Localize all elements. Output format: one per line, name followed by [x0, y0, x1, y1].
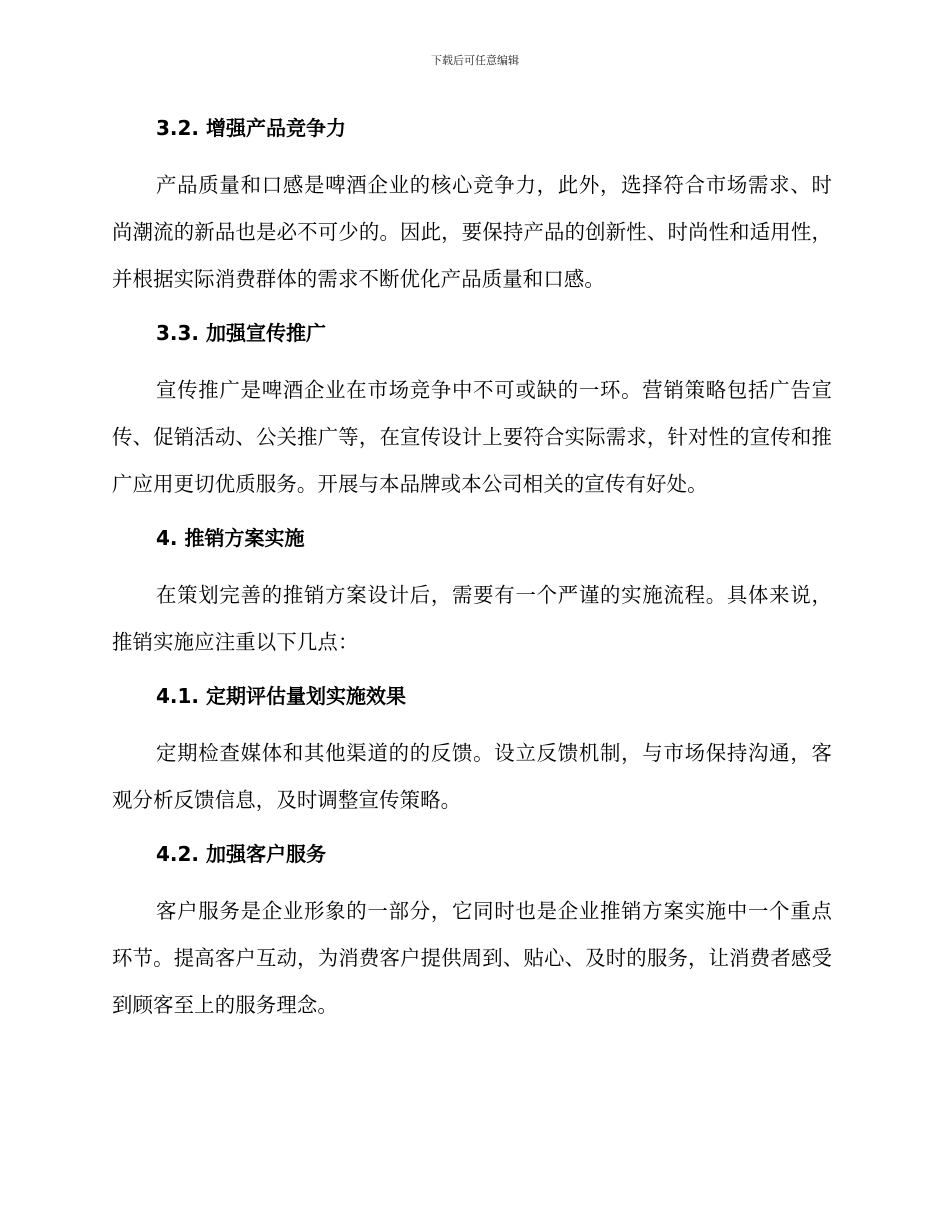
section-paragraph: 产品质量和口感是啤酒企业的核心竞争力，此外，选择符合市场需求、时尚潮流的新品也是必不可少的。因此，要保持产品的创新性、时尚性和适用性，并根据实际消费群体的需求不断优化产品质量和口感。 [112, 173, 832, 291]
section-4 [112, 522, 832, 666]
section-paragraph: 客户服务是企业形象的一部分，它同时也是企业推销方案实施中一个重点环节。提高客户互动，为消费客户提供周到、贴心、及时的服务，让消费者感受到顾客至上的服务理念。 [112, 899, 832, 1017]
section-heading: 4. 推销方案实施 [156, 526, 305, 550]
section-paragraph: 定期检查媒体和其他渠道的的反馈。设立反馈机制，与市场保持沟通，客观分析反馈信息，及时调整宣传策略。 [112, 741, 832, 812]
section-heading: 4.2. 加强客户服务 [156, 842, 326, 866]
section-paragraph: 宣传推广是啤酒企业在市场竞争中不可或缺的一环。营销策略包括广告宣传、促销活动、公关推广等，在宣传设计上要符合实际需求，针对性的宣传和推广应用更切优质服务。开展与本品牌或本公司相关的宣传有好处。 [112, 378, 832, 496]
section-heading: 4.1. 定期评估量划实施效果 [156, 684, 406, 708]
section-3-3 [112, 317, 832, 508]
page-header: 下载后可任意编辑 [431, 54, 519, 67]
section-4-1 [112, 680, 832, 824]
section-4-2 [112, 838, 832, 1029]
section-paragraph: 在策划完善的推销方案设计后，需要有一个严谨的实施流程。具体来说，推销实施应注重以下几点： [112, 583, 832, 654]
document-body [112, 112, 832, 1029]
section-heading: 3.2. 增强产品竞争力 [156, 116, 346, 140]
section-heading: 3.3. 加强宣传推广 [156, 321, 326, 345]
section-3-2 [112, 112, 832, 303]
